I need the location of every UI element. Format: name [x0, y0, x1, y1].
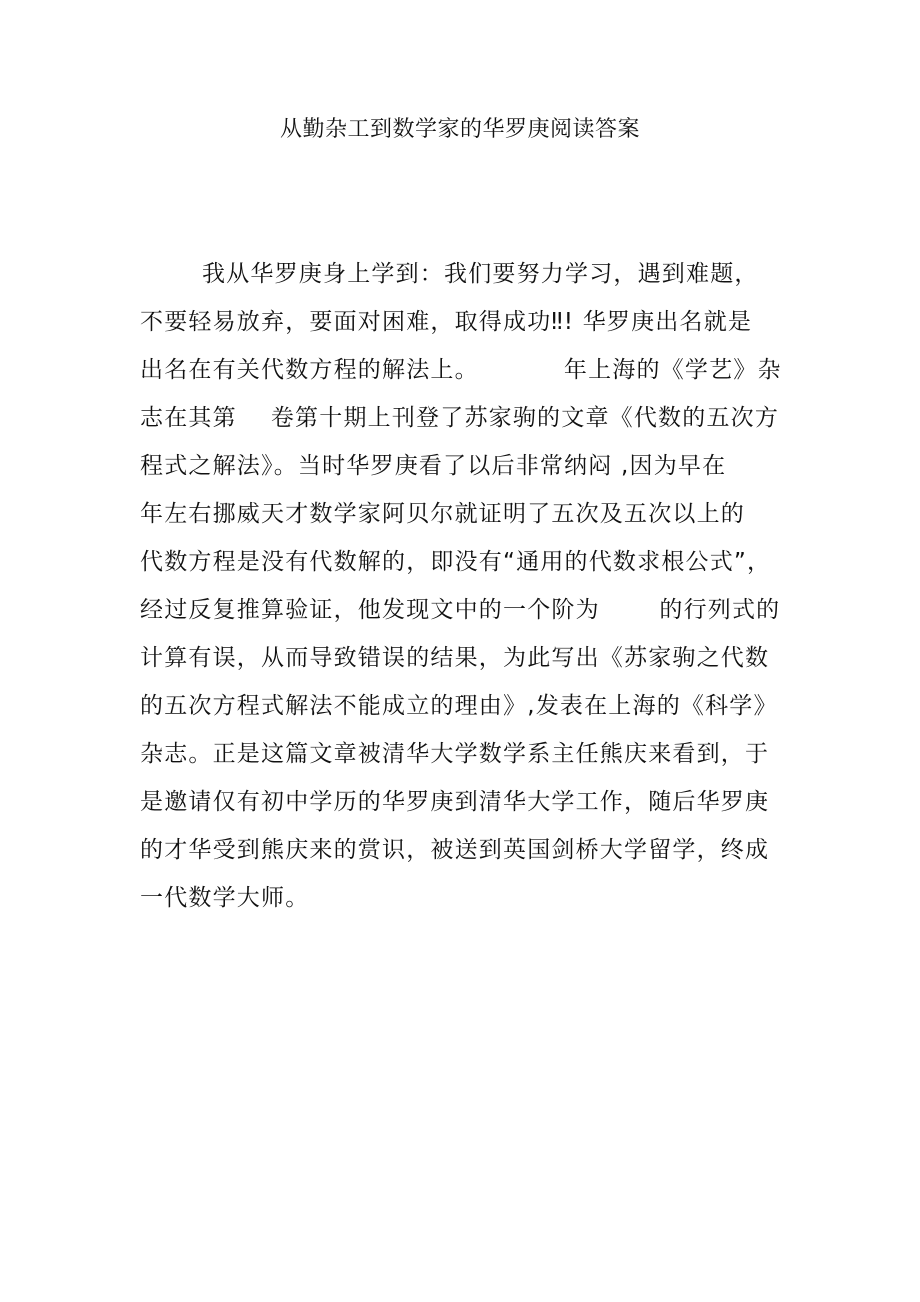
- paragraph-line: 计算有误，从而导致错误的结果，为此写出《苏家驹之代数: [140, 645, 770, 671]
- paragraph-line: 的才华受到熊庆来的赏识，被送到英国剑桥大学留学，终成: [140, 837, 770, 863]
- paragraph-line: 一代数学大师。: [140, 885, 310, 911]
- paragraph-line: 杂志。正是这篇文章被清华大学数学系主任熊庆来看到，于: [140, 741, 770, 767]
- document-body: [140, 250, 800, 922]
- paragraph-line: 不要轻易放弃，要面对困难，取得成功‼! 华罗庚出名就是: [140, 309, 753, 335]
- paragraph-line: 志在其第 卷第十期上刊登了苏家驹的文章《代数的五次方: [140, 405, 780, 431]
- paragraph-line: 的五次方程式解法不能成立的理由》,发表在上海的《科学》: [140, 693, 778, 719]
- paragraph-line: 程式之解法》。当时华罗庚看了以后非常纳闷 ,因为早在: [140, 453, 727, 479]
- paragraph-line: 经过反复推算验证，他发现文中的一个阶为 的行列式的: [140, 597, 781, 623]
- document-title: 从勤杂工到数学家的华罗庚阅读答案: [279, 117, 640, 142]
- paragraph-line: 代数方程是没有代数解的，即没有“通用的代数求根公式”，: [140, 549, 772, 575]
- paragraph-line: 年左右挪威天才数学家阿贝尔就证明了五次及五次以上的: [140, 501, 745, 527]
- paragraph-line: 我从华罗庚身上学到：我们要努力学习，遇到难题，: [202, 261, 759, 287]
- paragraph-line: 出名在有关代数方程的解法上。 年上海的《学艺》杂: [140, 357, 782, 383]
- paragraph-line: 是邀请仅有初中学历的华罗庚到清华大学工作，随后华罗庚: [140, 789, 770, 815]
